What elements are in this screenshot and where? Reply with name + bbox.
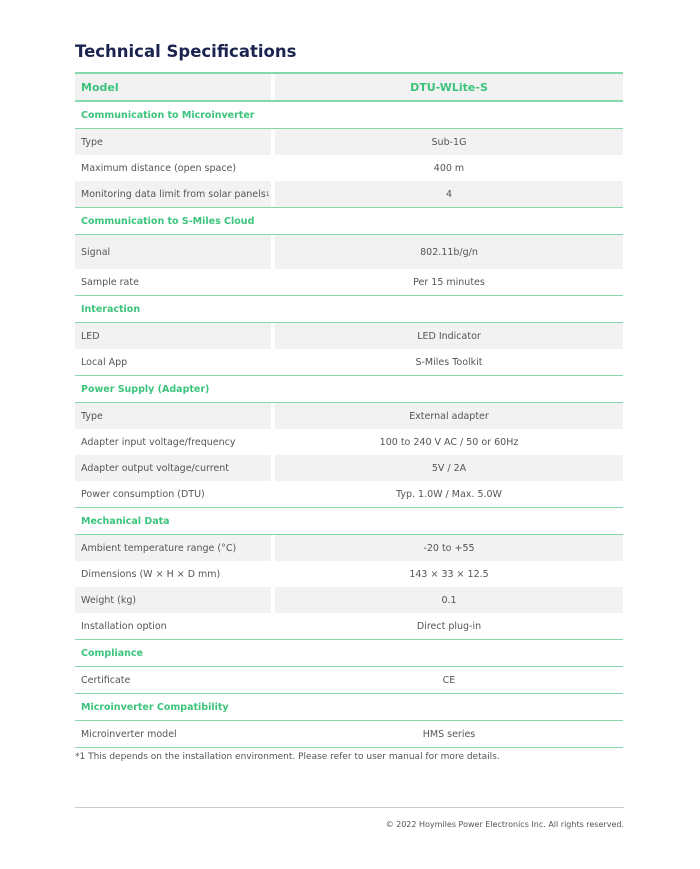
table-row [75, 561, 623, 587]
table-row [75, 587, 623, 613]
spec-label [75, 349, 271, 375]
table-row [75, 349, 623, 376]
table-row [75, 269, 623, 296]
spec-value: 0.1 [275, 587, 623, 613]
table-row [75, 155, 623, 181]
spec-label-text: Power consumption (DTU) [81, 488, 205, 500]
spec-label-text: Adapter input voltage/frequency [81, 436, 236, 448]
spec-table [75, 72, 623, 748]
table-row [75, 455, 623, 481]
table-row [75, 535, 623, 561]
model-label: Model [75, 74, 271, 100]
spec-label [75, 535, 271, 561]
spec-label [75, 155, 271, 181]
footnote-marker: 1 [265, 190, 270, 198]
section-header [75, 102, 623, 129]
section-header [75, 694, 623, 721]
spec-value: 802.11b/g/n [275, 235, 623, 269]
spec-label-text: Weight (kg) [81, 594, 137, 606]
section-title: Mechanical Data [81, 515, 170, 527]
spec-value: -20 to +55 [275, 535, 623, 561]
table-row [75, 181, 623, 208]
spec-value: Per 15 minutes [413, 276, 485, 288]
spec-value: External adapter [275, 403, 623, 429]
spec-label [75, 235, 271, 269]
copyright: © 2022 Hoymiles Power Electronics Inc. All rights reserved. [385, 820, 624, 829]
spec-value: 143 × 33 × 12.5 [409, 568, 489, 580]
spec-label-text: Microinverter model [81, 728, 177, 740]
footer-divider [75, 807, 624, 808]
table-row [75, 323, 623, 349]
spec-value: 5V / 2A [275, 455, 623, 481]
spec-label-text: LED [81, 330, 100, 342]
footnote: *1 This depends on the installation environment. Please refer to user manual for more details. [75, 752, 500, 762]
table-row [75, 403, 623, 429]
spec-label-text: Ambient temperature range (°C) [81, 542, 237, 554]
spec-value: Direct plug-in [416, 620, 482, 632]
spec-value: Sub-1G [275, 129, 623, 155]
section-header [75, 208, 623, 235]
spec-label [75, 613, 271, 639]
section-title: Interaction [81, 303, 141, 315]
spec-label-text: Local App [81, 356, 128, 368]
spec-label [75, 587, 271, 613]
spec-label [75, 403, 271, 429]
table-header-row [75, 74, 623, 102]
spec-label [75, 181, 271, 207]
spec-value: CE [442, 674, 456, 686]
spec-value: 400 m [433, 162, 465, 174]
section-title: Communication to S-Miles Cloud [81, 215, 255, 227]
spec-label [75, 269, 271, 295]
spec-label-text: Installation option [81, 620, 167, 632]
spec-label-text: Signal [81, 246, 111, 258]
spec-label-text: Sample rate [81, 276, 139, 288]
spec-label [75, 561, 271, 587]
spec-value: 4 [275, 181, 623, 207]
model-value: DTU-WLite-S [275, 74, 623, 100]
spec-label-text: Monitoring data limit from solar panels [81, 188, 266, 200]
section-header [75, 376, 623, 403]
section-header [75, 296, 623, 323]
page-title: Technical Specifications [75, 42, 297, 61]
table-row [75, 481, 623, 508]
section-title: Compliance [81, 647, 143, 659]
spec-label-text: Adapter output voltage/current [81, 462, 230, 474]
spec-value: LED Indicator [275, 323, 623, 349]
table-row [75, 721, 623, 748]
section-title: Microinverter Compatibility [81, 701, 229, 713]
table-row [75, 613, 623, 640]
table-row [75, 129, 623, 155]
spec-label-text: Dimensions (W × H × D mm) [81, 568, 221, 580]
spec-value: S-Miles Toolkit [415, 356, 483, 368]
spec-label-text: Certificate [81, 674, 131, 686]
spec-value: 100 to 240 V AC / 50 or 60Hz [379, 436, 519, 448]
spec-label-text: Maximum distance (open space) [81, 162, 237, 174]
spec-label [75, 429, 271, 455]
spec-label [75, 323, 271, 349]
spec-label [75, 721, 271, 747]
section-title: Communication to Microinverter [81, 109, 255, 121]
section-header [75, 640, 623, 667]
spec-value: Typ. 1.0W / Max. 5.0W [396, 488, 502, 500]
spec-value: HMS series [422, 728, 476, 740]
table-row [75, 235, 623, 269]
spec-label [75, 481, 271, 507]
spec-label-text: Type [81, 410, 103, 422]
spec-label [75, 129, 271, 155]
section-header [75, 508, 623, 535]
spec-label [75, 455, 271, 481]
table-row [75, 429, 623, 455]
table-row [75, 667, 623, 694]
section-title: Power Supply (Adapter) [81, 383, 210, 395]
spec-label [75, 667, 271, 693]
spec-label-text: Type [81, 136, 103, 148]
